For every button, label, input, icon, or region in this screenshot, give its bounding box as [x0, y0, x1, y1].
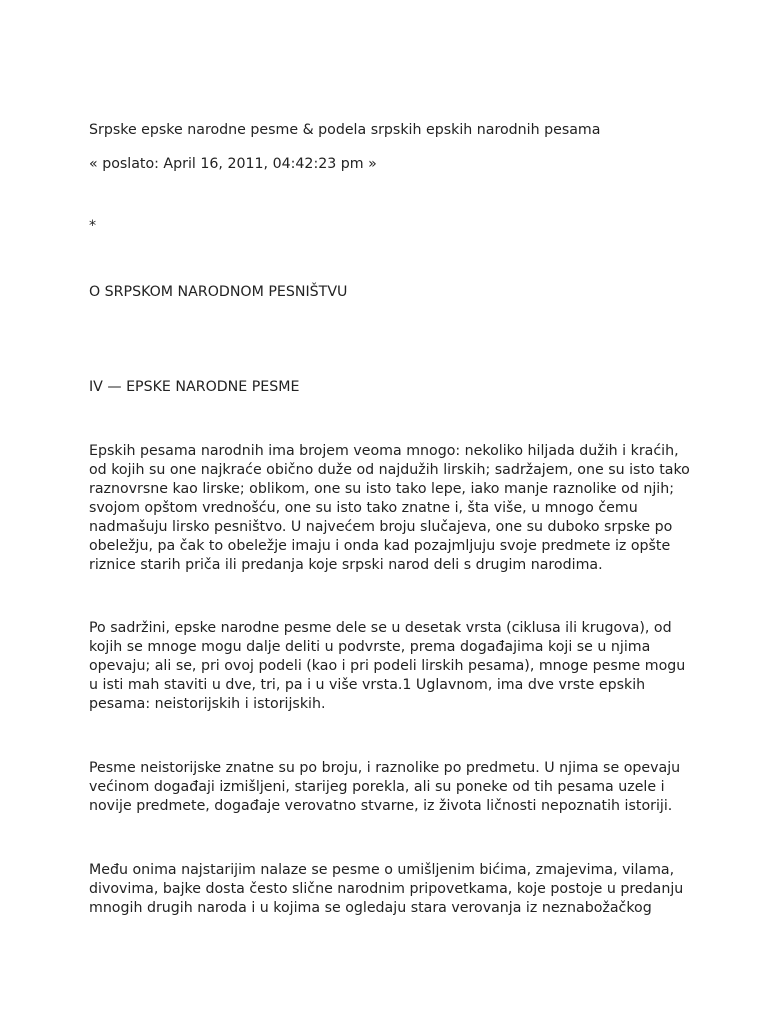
separator-asterisk: *	[89, 218, 97, 234]
paragraph-line: Po sadržini, epske narodne pesme dele se u desetak vrsta (ciklusa ili krugova), od	[89, 620, 672, 636]
paragraph-line: opevaju; ali se, pri ovoj podeli (kao i pri podeli lirskih pesama), mnoge pesme mogu	[89, 658, 686, 674]
paragraph-line: obeležju, pa čak to obeležje imaju i onda kad pozajmljuju svoje predmete iz opšte	[89, 538, 671, 554]
paragraph-line: novije predmete, događaje verovatno stvarne, iz života ličnosti nepoznatih istoriji.	[89, 798, 673, 814]
paragraph-3	[89, 759, 689, 816]
paragraph-line: riznice starih priča ili predanja koje srpski narod deli s drugim narodima.	[89, 557, 603, 573]
chapter-heading: IV — EPSKE NARODNE PESME	[89, 379, 300, 395]
paragraph-line: nadmašuju lirsko pesništvo. U najvećem broju slučajeva, one su duboko srpske po	[89, 519, 673, 535]
paragraph-line: pesama: neistorijskih i istorijskih.	[89, 696, 326, 712]
paragraph-line: mnogih drugih naroda i u kojima se ogledaju stara verovanja iz neznabožačkog	[89, 900, 652, 916]
paragraph-line: Epskih pesama narodnih ima brojem veoma mnogo: nekoliko hiljada dužih i kraćih,	[89, 443, 679, 459]
paragraph-1	[89, 442, 689, 575]
paragraph-line: raznovrsne kao lirske; oblikom, one su isto tako lepe, iako manje raznolike od njih;	[89, 481, 674, 497]
paragraph-line: većinom događaji izmišljeni, starijeg porekla, ali su poneke od tih pesama uzele i	[89, 779, 665, 795]
section-heading: O SRPSKOM NARODNOM PESNIŠTVU	[89, 284, 348, 300]
paragraph-line: divovima, bajke dosta često slične narodnim pripovetkama, koje postoje u predanju	[89, 881, 684, 897]
paragraph-line: od kojih su one najkraće obično duže od najdužih lirskih; sadržajem, one su isto tako	[89, 462, 690, 478]
paragraph-line: u isti mah staviti u dve, tri, pa i u više vrsta.1 Uglavnom, ima dve vrste epskih	[89, 677, 646, 693]
paragraph-line: svojom opštom vrednošću, one su isto tako znatne i, šta više, u mnogo čemu	[89, 500, 638, 516]
post-date: « poslato: April 16, 2011, 04:42:23 pm »	[89, 156, 377, 172]
document-title: Srpske epske narodne pesme & podela srpskih epskih narodnih pesama	[89, 122, 601, 138]
paragraph-2	[89, 619, 689, 714]
paragraph-line: kojih se mnoge mogu dalje deliti u podvrste, prema događajima koji se u njima	[89, 639, 651, 655]
paragraph-line: Pesme neistorijske znatne su po broju, i raznolike po predmetu. U njima se opevaju	[89, 760, 681, 776]
paragraph-4	[89, 861, 689, 918]
paragraph-line: Među onima najstarijim nalaze se pesme o umišljenim bićima, zmajevima, vilama,	[89, 862, 675, 878]
